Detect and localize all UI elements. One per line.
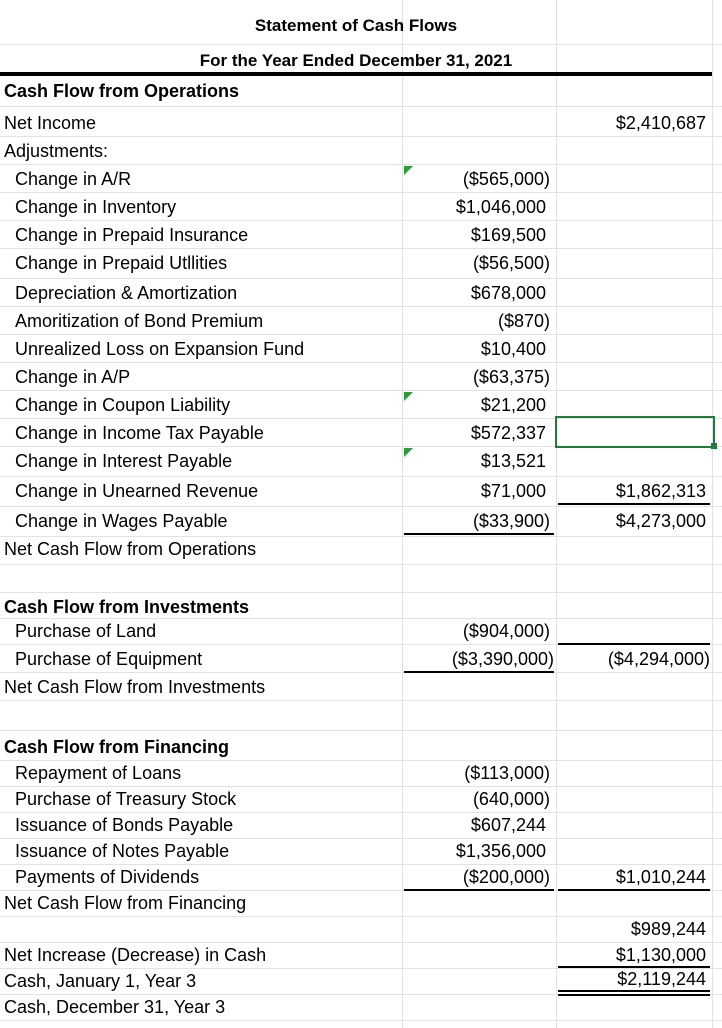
row-label: Repayment of Loans [15,763,182,783]
grid-row-line [0,564,722,565]
grid-row-line [0,106,722,107]
investments-heading: Cash Flow from Investments [4,597,250,617]
row-value[interactable]: ($63,375) [472,367,550,387]
grid-row-line [0,136,722,137]
row-label: Change in Coupon Liability [15,395,231,415]
row-label: Payments of Dividends [15,867,200,887]
row-label: Change in Prepaid Utllities [15,253,228,273]
selected-cell[interactable] [555,416,715,448]
cash-begin-value[interactable]: $1,130,000 [615,945,706,965]
grid-row-line [0,278,722,279]
grid-row-line [0,536,722,537]
row-label: Unrealized Loss on Expansion Fund [15,339,305,359]
net-operations-label: Net Cash Flow from Operations [4,539,257,559]
grid-row-line [0,700,722,701]
row-value[interactable]: $1,046,000 [455,197,546,217]
statement-subtitle: For the Year Ended December 31, 2021 [199,51,513,70]
row-value[interactable]: ($33,900) [472,511,550,531]
grid-row-line [0,838,722,839]
grid-row-line [0,334,722,335]
subtotal-underline [558,966,710,968]
cash-end-label: Cash, December 31, Year 3 [4,997,226,1017]
grid-column-line [402,0,403,1028]
row-label: Change in Prepaid Insurance [15,225,249,245]
grid-row-line [0,786,722,787]
row-value[interactable]: $169,500 [470,225,546,245]
row-value[interactable]: $10,400 [480,339,546,359]
row-value[interactable]: $13,521 [480,451,546,471]
row-label: Change in Income Tax Payable [15,423,264,443]
double-underline-top [558,990,710,992]
subtotal-underline [404,533,554,535]
error-indicator-icon[interactable] [404,166,413,175]
financing-heading: Cash Flow from Financing [4,737,230,757]
row-value[interactable]: ($113,000) [464,763,550,783]
row-value[interactable]: (640,000) [472,789,550,809]
subtotal-underline [404,671,554,673]
row-label: Change in Unearned Revenue [15,481,259,501]
net-income-label: Net Income [4,113,97,133]
subtotal-underline [404,889,554,891]
row-value[interactable]: $21,200 [480,395,546,415]
row-value[interactable]: ($870) [497,311,550,331]
grid-row-line [0,592,722,593]
row-value[interactable]: ($3,390,000) [451,649,554,669]
cash-begin-label: Cash, January 1, Year 3 [4,971,197,991]
grid-row-line [0,760,722,761]
row-value[interactable]: ($56,500) [472,253,550,273]
grid-row-line [0,44,722,45]
operations-heading: Cash Flow from Operations [4,81,240,101]
grid-row-line [0,916,722,917]
row-label: Change in Wages Payable [15,511,228,531]
net-income-value[interactable]: $2,410,687 [615,113,706,133]
net-financing-label: Net Cash Flow from Financing [4,893,247,913]
row-label: Purchase of Land [15,621,157,641]
row-label: Change in Inventory [15,197,177,217]
title-double-underline [0,72,712,76]
grid-row-line [0,306,722,307]
grid-row-line [0,164,722,165]
row-value[interactable]: $572,337 [470,423,546,443]
grid-row-line [0,942,722,943]
grid-row-line [0,506,722,507]
row-value[interactable]: $678,000 [470,283,546,303]
net-increase-label: Net Increase (Decrease) in Cash [4,945,267,965]
grid-row-line [0,248,722,249]
net-investments-label: Net Cash Flow from Investments [4,677,266,697]
row-label: Issuance of Notes Payable [15,841,230,861]
grid-row-line [0,672,722,673]
grid-column-line [712,0,713,1028]
row-label: Purchase of Equipment [15,649,203,669]
row-value[interactable]: $1,356,000 [455,841,546,861]
row-value[interactable]: $71,000 [480,481,546,501]
statement-title: Statement of Cash Flows [254,16,458,35]
grid-row-line [0,812,722,813]
row-value[interactable]: $607,244 [470,815,546,835]
grid-row-line [0,730,722,731]
grid-row-line [0,390,722,391]
grid-row-line [0,476,722,477]
grid-row-line [0,864,722,865]
financing-total[interactable]: $1,010,244 [615,867,706,887]
row-value[interactable]: ($565,000) [462,169,550,189]
adjustments-total[interactable]: $1,862,313 [615,481,706,501]
error-indicator-icon[interactable] [404,392,413,401]
grid-row-line [0,192,722,193]
subtotal-underline [558,643,710,645]
row-value[interactable]: ($904,000) [462,621,550,641]
adjustments-label: Adjustments: [4,141,109,161]
double-underline-bottom [558,994,710,996]
cash-end-value[interactable]: $2,119,244 [617,969,706,989]
subtotal-underline [558,503,710,505]
net-operations-value[interactable]: $4,273,000 [615,511,706,531]
subtotal-underline [558,889,710,891]
net-increase-value[interactable]: $989,244 [630,919,706,939]
row-label: Depreciation & Amortization [15,283,238,303]
fill-handle[interactable] [711,443,717,449]
row-value[interactable]: ($200,000) [462,867,550,887]
grid-row-line [0,618,722,619]
row-label: Issuance of Bonds Payable [15,815,234,835]
grid-column-line [556,0,557,1028]
error-indicator-icon[interactable] [404,448,413,457]
row-label: Amoritization of Bond Premium [15,311,264,331]
row-label: Change in A/R [15,169,132,189]
row-label: Purchase of Treasury Stock [15,789,237,809]
grid-row-line [0,1020,722,1021]
row-label: Change in Interest Payable [15,451,233,471]
investments-total[interactable]: ($4,294,000) [607,649,710,669]
grid-row-line [0,220,722,221]
row-label: Change in A/P [15,367,131,387]
grid-row-line [0,362,722,363]
